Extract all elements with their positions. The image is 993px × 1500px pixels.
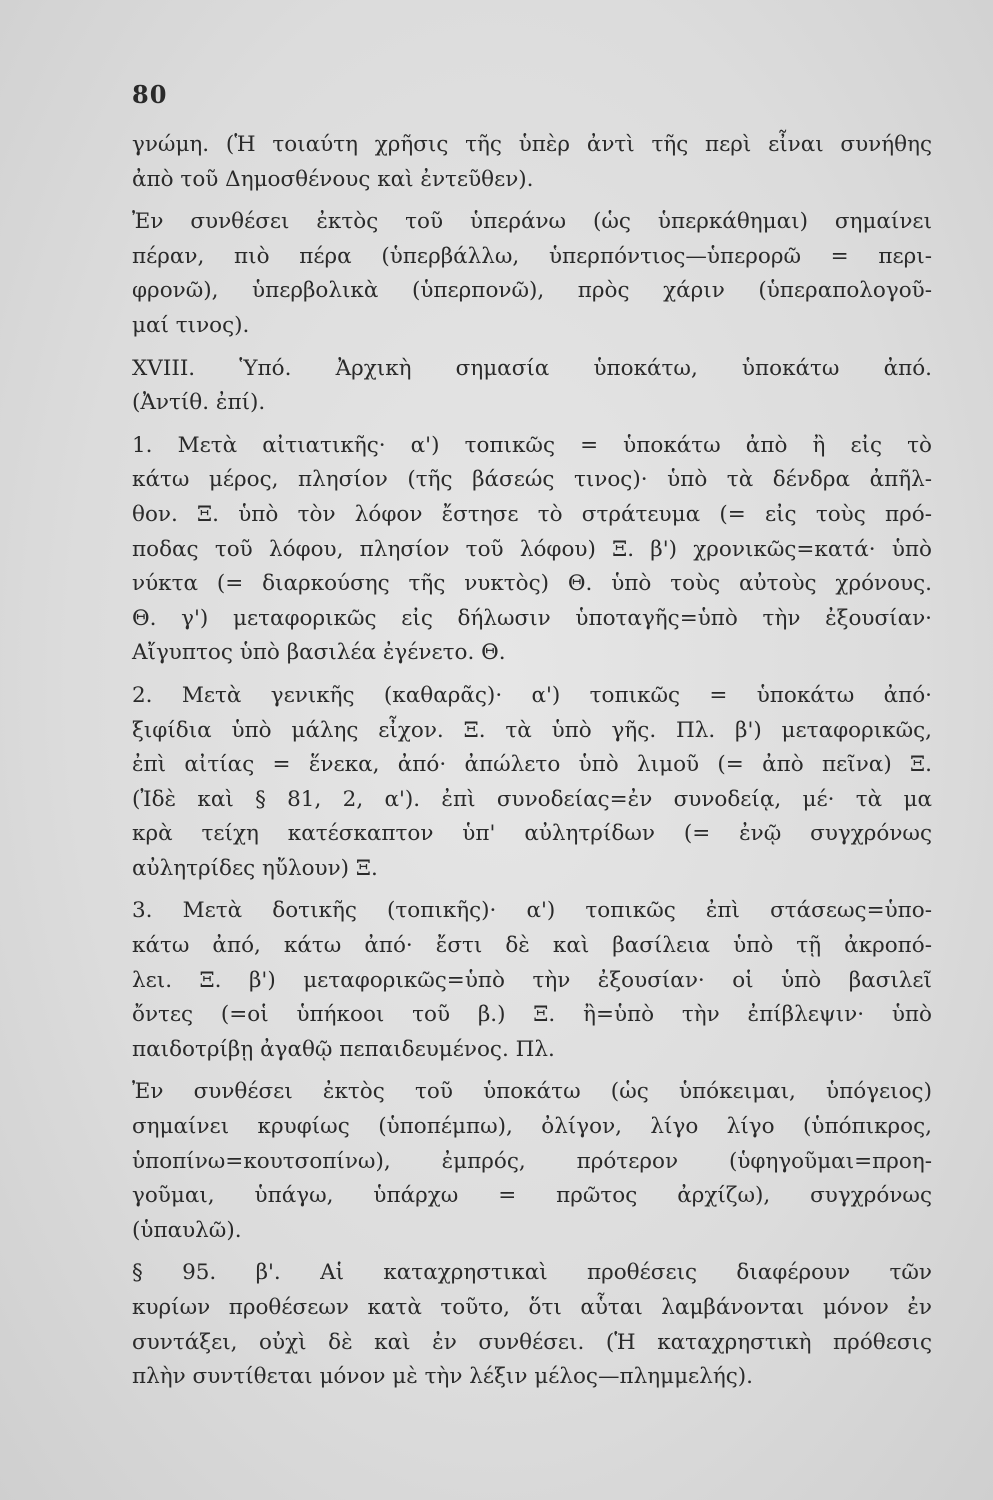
text-line: κρὰ τείχη κατέσκαπτον ὑπ' αὐλητρίδων (= ἐνῷ συγχρόνως bbox=[132, 821, 932, 847]
section-heading-xviii bbox=[132, 352, 932, 421]
text-line: ὑποπίνω=κουτσοπίνω), ἐμπρός, πρότερον (ὑφηγοῦμαι=προη- bbox=[132, 1148, 932, 1174]
text-line: αὐλητρίδες ηὔλουν) Ξ. bbox=[132, 855, 378, 881]
text-line: κάτω μέρος, πλησίον (τῆς βάσεώς τινος)· ὑπὸ τὰ δένδρα ἀπῆλ- bbox=[132, 467, 932, 493]
text-line: νύκτα (= διαρκούσης τῆς νυκτὸς) Θ. ὑπὸ τοὺς αὐτοὺς χρόνους. bbox=[132, 571, 932, 597]
text-line: Αἴγυπτος ὑπὸ βασιλέα ἐγένετο. Θ. bbox=[132, 640, 506, 666]
paragraph-accusative bbox=[132, 429, 932, 671]
page-number: 80 bbox=[132, 80, 168, 109]
text-line: (ὑπαυλῶ). bbox=[132, 1217, 242, 1243]
text-line: συντάξει, οὐχὶ δὲ καὶ ἐν συνθέσει. (Ἡ καταχρηστικὴ πρόθεσις bbox=[132, 1329, 932, 1355]
text-line: Θ. γ') μεταφορικῶς εἰς δήλωσιν ὑποταγῆς=ὑπὸ τὴν ἐξουσίαν· bbox=[132, 605, 932, 631]
text-line: 2. Μετὰ γενικῆς (καθαρᾶς)· α') τοπικῶς = ὑποκάτω ἀπό· bbox=[132, 682, 932, 708]
text-line: φρονῶ), ὑπερβολικὰ (ὑπερπονῶ), πρὸς χάριν (ὑπεραπολογοῦ- bbox=[132, 278, 932, 304]
text-line: XVIII. Ὑπό. Ἀρχικὴ σημασία ὑποκάτω, ὑποκάτω ἀπό. bbox=[132, 355, 932, 381]
paragraph-1 bbox=[132, 128, 932, 197]
text-line: ἀπὸ τοῦ Δημοσθένους καὶ ἐντεῦθεν). bbox=[132, 166, 534, 192]
text-line: (Ἰδὲ καὶ § 81, 2, α'). ἐπὶ συνοδείας=ἐν συνοδείᾳ, μέ· τὰ μα bbox=[132, 786, 932, 812]
paragraph-genitive bbox=[132, 679, 932, 887]
text-line: ποδας τοῦ λόφου, πλησίον τοῦ λόφου) Ξ. β') χρονικῶς=κατά· ὑπὸ bbox=[132, 536, 932, 562]
text-line: § 95. β'. Αἱ καταχρηστικαὶ προθέσεις διαφέρουν τῶν bbox=[132, 1260, 932, 1286]
text-line: 3. Μετὰ δοτικῆς (τοπικῆς)· α') τοπικῶς ἐπὶ στάσεως=ὑπο- bbox=[132, 898, 932, 924]
text-line: ὄντες (=οἱ ὑπήκοοι τοῦ β.) Ξ. ἢ=ὑπὸ τὴν ἐπίβλεψιν· ὑπὸ bbox=[132, 1002, 932, 1028]
text-line: λει. Ξ. β') μεταφορικῶς=ὑπὸ τὴν ἐξουσίαν· οἱ ὑπὸ βασιλεῖ bbox=[132, 967, 932, 993]
text-line: πέραν, πιὸ πέρα (ὑπερβάλλω, ὑπερπόντιος—ὑπερορῶ = περι- bbox=[132, 243, 932, 269]
text-line: Ἐν συνθέσει ἐκτὸς τοῦ ὑποκάτω (ὡς ὑπόκειμαι, ὑπόγειος) bbox=[132, 1079, 932, 1105]
text-line: θον. Ξ. ὑπὸ τὸν λόφον ἔστησε τὸ στράτευμα (= εἰς τοὺς πρό- bbox=[132, 501, 932, 527]
text-line: γνώμη. (Ἡ τοιαύτη χρῆσις τῆς ὑπὲρ ἀντὶ τῆς περὶ εἶναι συνήθης bbox=[132, 132, 932, 157]
text-line: γοῦμαι, ὑπάγω, ὑπάρχω = πρῶτος ἀρχίζω), συγχρόνως bbox=[132, 1183, 932, 1209]
paragraph-section-95 bbox=[132, 1256, 932, 1394]
text-line: μαί τινος). bbox=[132, 312, 250, 338]
text-line: κυρίων προθέσεων κατὰ τοῦτο, ὅτι αὗται λαμβάνονται μόνον ἐν bbox=[132, 1295, 932, 1320]
text-line: σημαίνει κρυφίως (ὑποπέμπω), ὀλίγον, λίγο λίγο (ὑπόπικρος, bbox=[132, 1114, 932, 1140]
paragraph-dative bbox=[132, 894, 932, 1067]
text-line: πλὴν συντίθεται μόνον μὲ τὴν λέξιν μέλος—πλημμελής). bbox=[132, 1364, 753, 1390]
body-text bbox=[132, 128, 932, 1395]
text-line: ξιφίδια ὑπὸ μάλης εἶχον. Ξ. τὰ ὑπὸ γῆς. Πλ. β') μεταφορικῶς, bbox=[132, 717, 932, 743]
text-line: ἐπὶ αἰτίας = ἕνεκα, ἀπό· ἀπώλετο ὑπὸ λιμοῦ (= ἀπὸ πεῖνα) Ξ. bbox=[132, 752, 932, 778]
text-line: (Ἀντίθ. ἐπί). bbox=[132, 390, 266, 416]
text-line: Ἐν συνθέσει ἐκτὸς τοῦ ὑπεράνω (ὡς ὑπερκάθημαι) σημαίνει bbox=[132, 209, 932, 235]
text-line: 1. Μετὰ αἰτιατικῆς· α') τοπικῶς = ὑποκάτω ἀπὸ ἢ εἰς τὸ bbox=[132, 432, 932, 458]
text-line: παιδοτρίβῃ ἀγαθῷ πεπαιδευμένος. Πλ. bbox=[132, 1036, 555, 1062]
text-line: κάτω ἀπό, κάτω ἀπό· ἔστι δὲ καὶ βασίλεια ὑπὸ τῇ ἀκροπό- bbox=[132, 933, 932, 959]
paragraph-2 bbox=[132, 205, 932, 343]
paragraph-compounds bbox=[132, 1075, 932, 1248]
